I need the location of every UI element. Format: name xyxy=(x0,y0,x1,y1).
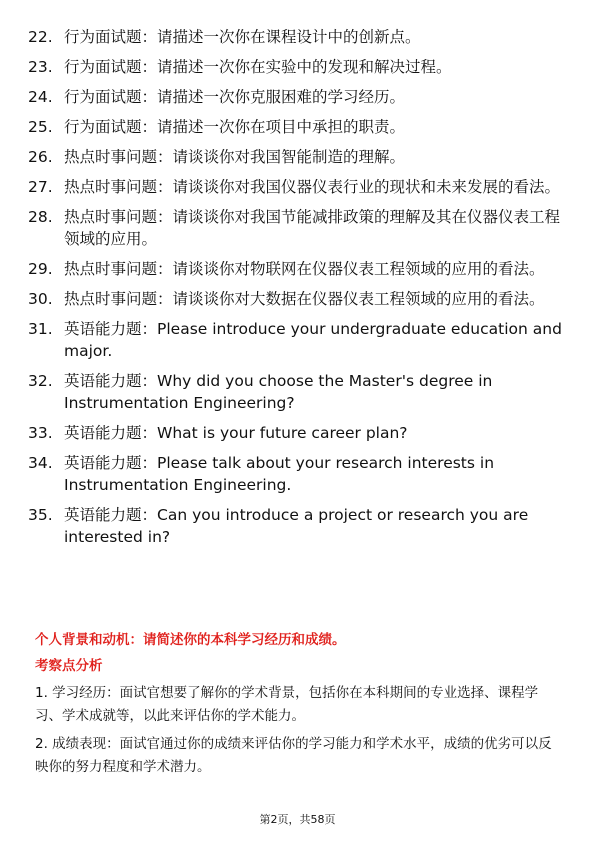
page-number: 第2页，共58页 xyxy=(259,813,336,826)
list-item xyxy=(28,258,568,280)
list-item xyxy=(28,318,568,362)
question-text: 英语能力题：What is your future career plan? xyxy=(64,424,408,442)
list-item xyxy=(28,26,568,48)
question-text: 行为面试题：请描述一次你克服困难的学习经历。 xyxy=(64,88,406,106)
list-item xyxy=(28,146,568,168)
question-text: 热点时事问题：请谈谈你对大数据在仪器仪表工程领域的应用的看法。 xyxy=(64,290,545,308)
question-text: 行为面试题：请描述一次你在课程设计中的创新点。 xyxy=(64,28,421,46)
list-item xyxy=(28,422,568,444)
analysis-point: 1. 学习经历：面试官想要了解你的学术背景，包括你在本科期间的专业选择、课程学习、学术成就等，以此来评估你的学术能力。 xyxy=(35,685,539,724)
list-item xyxy=(28,504,568,548)
list-item xyxy=(28,288,568,310)
question-text: 热点时事问题：请谈谈你对我国节能减排政策的理解及其在仪器仪表工程领域的应用。 xyxy=(64,208,561,248)
analysis-section xyxy=(35,630,565,784)
section-title: 个人背景和动机：请简述你的本科学习经历和成绩。 xyxy=(35,632,346,648)
question-text: 热点时事问题：请谈谈你对物联网在仪器仪表工程领域的应用的看法。 xyxy=(64,260,545,278)
list-item xyxy=(28,452,568,496)
list-item xyxy=(28,116,568,138)
question-text: 行为面试题：请描述一次你在实验中的发现和解决过程。 xyxy=(64,58,452,76)
question-list xyxy=(28,26,568,556)
question-number: 22. xyxy=(28,28,53,46)
question-number: 25. xyxy=(28,118,53,136)
question-number: 29. xyxy=(28,260,53,278)
list-item xyxy=(28,176,568,198)
question-text: 英语能力题：Please talk about your research interests in Instrumentation Engineering. xyxy=(64,454,495,494)
question-number: 27. xyxy=(28,178,53,196)
question-number: 24. xyxy=(28,88,53,106)
list-item xyxy=(28,206,568,250)
question-number: 30. xyxy=(28,290,53,308)
question-number: 31. xyxy=(28,320,53,338)
section-subtitle: 考察点分析 xyxy=(35,658,103,674)
question-number: 32. xyxy=(28,372,53,390)
question-number: 28. xyxy=(28,208,53,226)
question-number: 33. xyxy=(28,424,53,442)
question-text: 英语能力题：Please introduce your undergraduate education and major. xyxy=(64,320,562,360)
question-text: 热点时事问题：请谈谈你对我国智能制造的理解。 xyxy=(64,148,406,166)
question-text: 行为面试题：请描述一次你在项目中承担的职责。 xyxy=(64,118,406,136)
list-item xyxy=(28,86,568,108)
question-number: 34. xyxy=(28,454,53,472)
question-text: 英语能力题：Can you introduce a project or research you are interested in? xyxy=(64,506,529,546)
question-number: 26. xyxy=(28,148,53,166)
analysis-point: 2. 成绩表现：面试官通过你的成绩来评估你的学习能力和学术水平，成绩的优劣可以反映你的努力程度和学术潜力。 xyxy=(35,736,552,775)
question-text: 英语能力题：Why did you choose the Master's degree in Instrumentation Engineering? xyxy=(64,372,493,412)
question-number: 23. xyxy=(28,58,53,76)
list-item xyxy=(28,56,568,78)
question-number: 35. xyxy=(28,506,53,524)
list-item xyxy=(28,370,568,414)
question-text: 热点时事问题：请谈谈你对我国仪器仪表行业的现状和未来发展的看法。 xyxy=(64,178,561,196)
